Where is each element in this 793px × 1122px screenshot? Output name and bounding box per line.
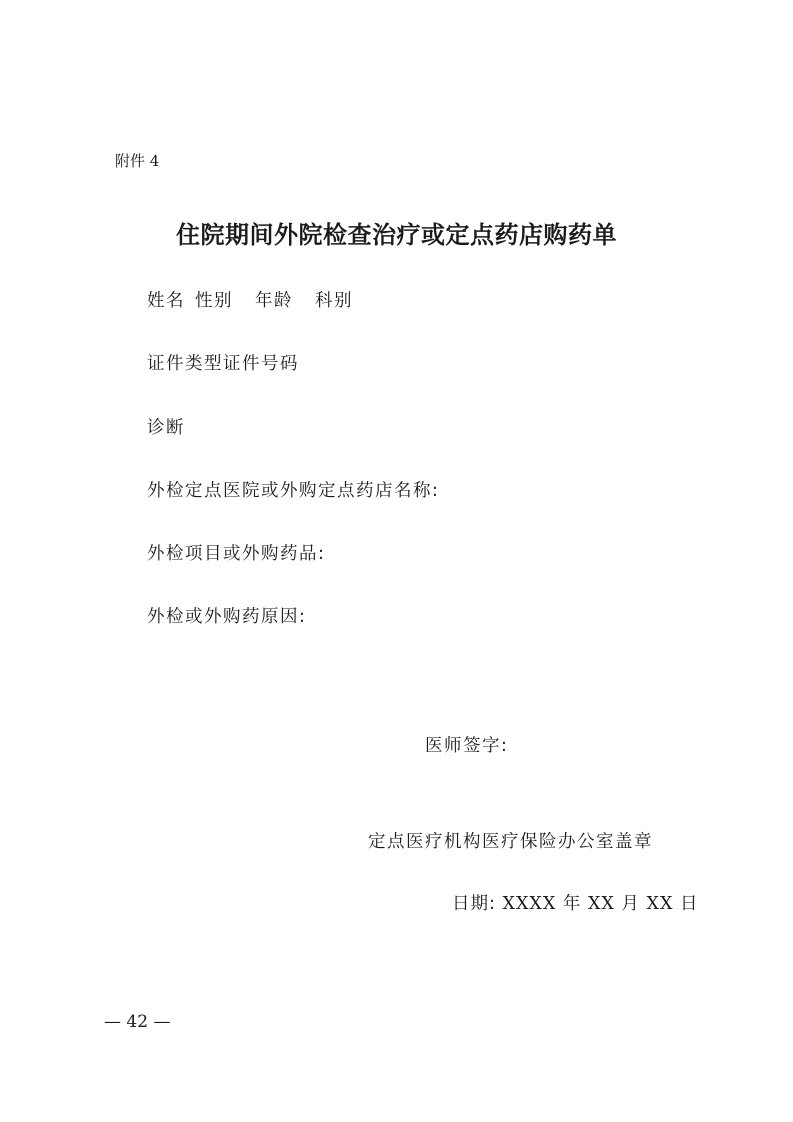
items-or-drugs-label: 外检项目或外购药品:	[147, 544, 326, 564]
form-title: 住院期间外院检查治疗或定点药店购药单	[176, 220, 617, 249]
department-label: 科别	[315, 291, 353, 311]
hospital-or-pharmacy-label: 外检定点医院或外购定点药店名称:	[147, 481, 440, 501]
gender-label: 性别	[195, 291, 233, 311]
name-label: 姓名	[147, 291, 185, 311]
page-number: — 42 —	[104, 1012, 171, 1032]
date-value: XXXX 年 XX 月 XX 日	[502, 894, 699, 914]
age-label: 年龄	[255, 291, 293, 311]
personal-info-row	[147, 287, 353, 312]
diagnosis-label: 诊断	[147, 418, 185, 438]
seal-label: 定点医疗机构医疗保险办公室盖章	[368, 832, 653, 852]
date-line	[452, 890, 698, 915]
doctor-signature-label: 医师签字:	[425, 736, 509, 756]
attachment-label: 附件 4	[115, 152, 160, 170]
reason-label: 外检或外购药原因:	[147, 607, 307, 627]
date-label: 日期:	[452, 894, 496, 914]
id-type-number-label: 证件类型证件号码	[147, 354, 299, 374]
